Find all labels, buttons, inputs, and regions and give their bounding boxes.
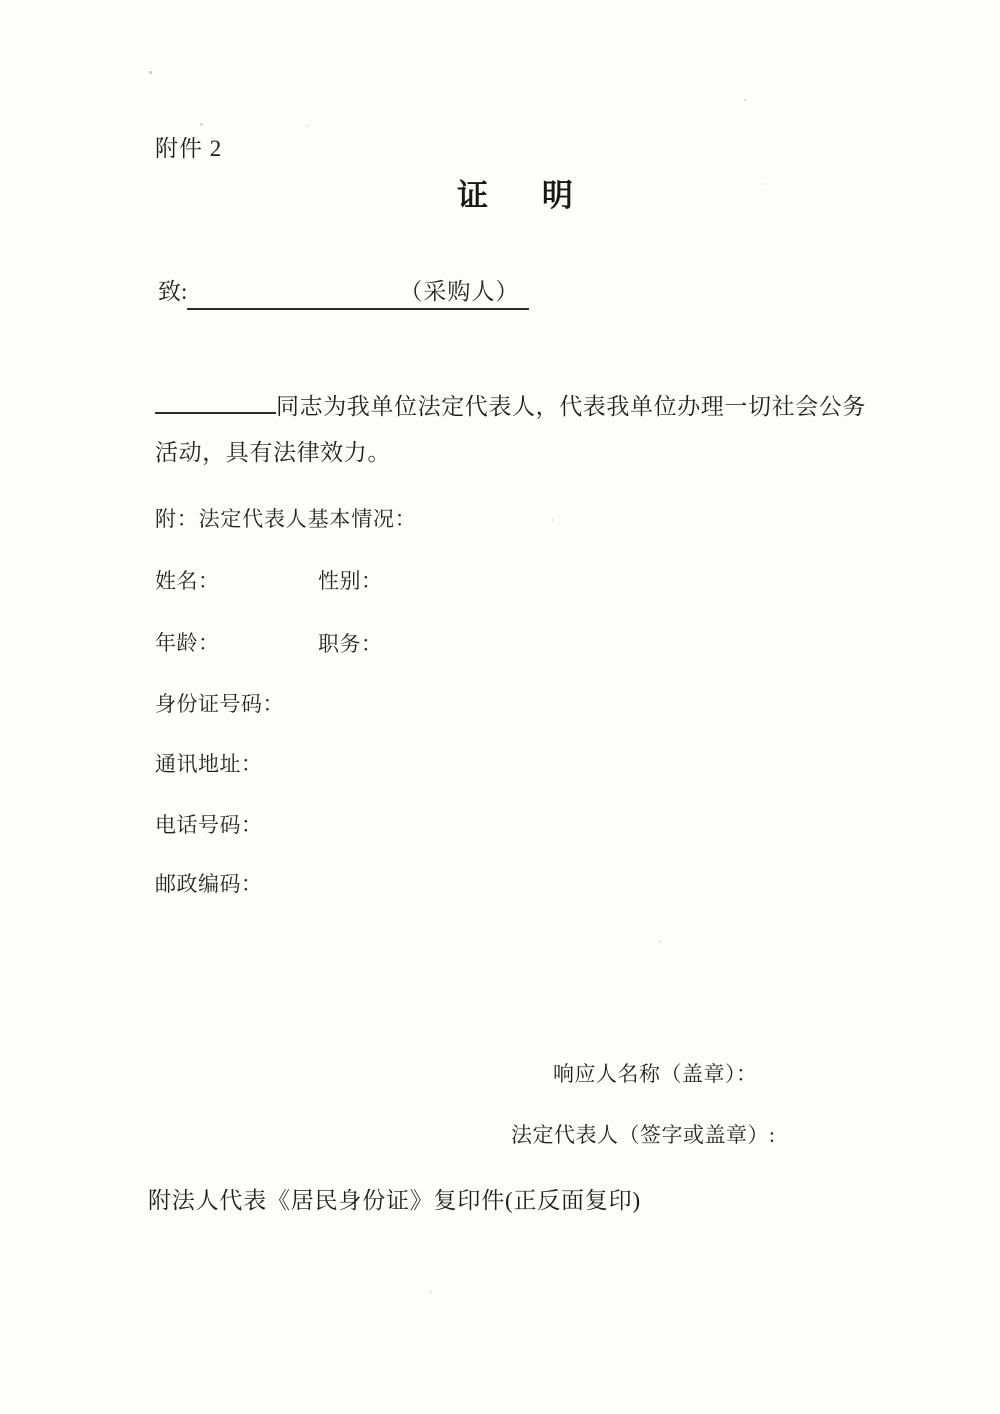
field-label-age: 年龄： — [155, 631, 220, 655]
footer-attachment-note: 附法人代表《居民身份证》复印件(正反面复印) — [148, 1188, 641, 1213]
field-label-id-number: 身份证号码： — [155, 692, 284, 716]
body-paragraph-line-1 — [155, 388, 866, 421]
body-line-1-text: 同志为我单位法定代表人，代表我单位办理一切社会公务 — [276, 394, 866, 419]
field-label-phone: 电话号码： — [155, 813, 263, 837]
signature-respondent-line: 响应人名称（盖章）： — [553, 1062, 758, 1086]
recipient-hint-label: （采购人） — [399, 279, 520, 304]
field-label-name: 姓名： — [155, 569, 220, 593]
recipient-blank-line — [187, 276, 529, 310]
body-paragraph-line-2: 活动，具有法律效力。 — [155, 440, 391, 465]
scan-speck — [200, 123, 203, 126]
page-title: 证 明 — [457, 178, 575, 213]
signature-legal-rep-line: 法定代表人（签字或盖章）: — [511, 1123, 776, 1147]
field-label-address: 通讯地址： — [155, 752, 263, 776]
field-label-gender: 性别： — [318, 569, 383, 593]
name-blank-line — [155, 411, 276, 414]
scan-speck — [306, 125, 308, 127]
recipient-line — [158, 276, 529, 310]
scan-speck — [149, 71, 152, 74]
scan-speck — [552, 519, 554, 521]
recipient-prefix: 致: — [158, 279, 188, 304]
scan-speck — [744, 99, 746, 101]
attachment-note: 附：法定代表人基本情况： — [155, 507, 417, 531]
field-label-position: 职务： — [318, 632, 383, 656]
scan-speck — [430, 1291, 432, 1293]
field-label-postcode: 邮政编码： — [155, 872, 263, 896]
attachment-label: 附件 2 — [155, 136, 223, 161]
scan-speck — [659, 941, 661, 943]
